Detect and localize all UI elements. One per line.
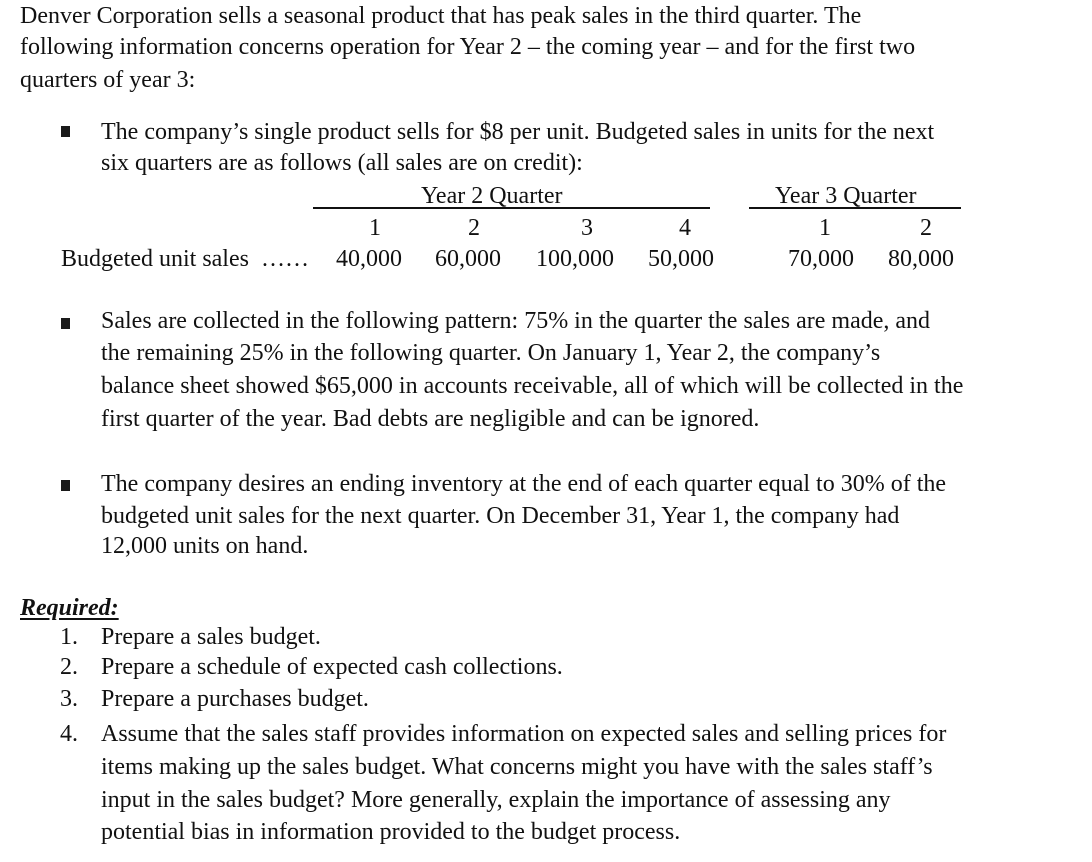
table-cell: 50,000 [648,246,714,272]
table-cell: 40,000 [336,246,402,272]
quarter-header: 4 [679,215,691,241]
row-label-text: Budgeted unit sales [61,246,249,272]
required-item-text: Prepare a sales budget. [101,624,321,650]
table-cell: 80,000 [888,246,954,272]
bullet-line: budgeted unit sales for the next quarter. On December 31, Year 1, the company had [101,503,900,529]
bullet-line: first quarter of the year. Bad debts are negligible and can be ignored. [101,406,760,432]
quarter-header: 2 [920,215,932,241]
bullet-line: six quarters are as follows (all sales are on credit): [101,150,583,176]
bullet-square-icon [61,480,70,491]
bullet-line: Sales are collected in the following pattern: 75% in the quarter the sales are made, and [101,308,931,334]
row-label [61,243,309,275]
quarter-header: 2 [468,215,480,241]
row-leader-dots: …… [260,246,309,272]
required-item-number: 2. [60,654,78,680]
year2-group-header: Year 2 Quarter [421,183,563,209]
table-cell: 70,000 [788,246,854,272]
required-item-text: input in the sales budget? More generally, explain the importance of assessing any [101,787,891,813]
required-item-text: items making up the sales budget. What concerns might you have with the sales staff’s [101,754,933,780]
bullet-square-icon [61,318,70,329]
table-cell: 100,000 [536,246,614,272]
table-cell: 60,000 [435,246,501,272]
bullet-line: The company desires an ending inventory at the end of each quarter equal to 30% of the [101,471,947,497]
required-item-text: Prepare a schedule of expected cash collections. [101,654,563,680]
quarter-header: 1 [369,215,381,241]
required-item-number: 1. [60,624,78,650]
required-heading: Required: [20,595,119,621]
required-item-text: Assume that the sales staff provides information on expected sales and selling prices for [101,721,947,747]
required-item-text: Prepare a purchases budget. [101,686,369,712]
bullet-line: 12,000 units on hand. [101,533,309,559]
year3-group-header: Year 3 Quarter [775,183,917,209]
required-item-text: potential bias in information provided to the budget process. [101,819,681,845]
required-item-number: 3. [60,686,78,712]
bullet-square-icon [61,126,70,137]
intro-line: quarters of year 3: [20,67,196,93]
required-item-number: 4. [60,721,78,747]
quarter-header: 1 [819,215,831,241]
intro-line: following information concerns operation for Year 2 – the coming year – and for the first two [20,34,916,60]
bullet-line: The company’s single product sells for $8 per unit. Budgeted sales in units for the next [101,119,935,145]
quarter-header: 3 [581,215,593,241]
bullet-line: the remaining 25% in the following quarter. On January 1, Year 2, the company’s [101,340,881,366]
bullet-line: balance sheet showed $65,000 in accounts receivable, all of which will be collected in the [101,373,964,399]
intro-line: Denver Corporation sells a seasonal product that has peak sales in the third quarter. The [20,3,862,29]
